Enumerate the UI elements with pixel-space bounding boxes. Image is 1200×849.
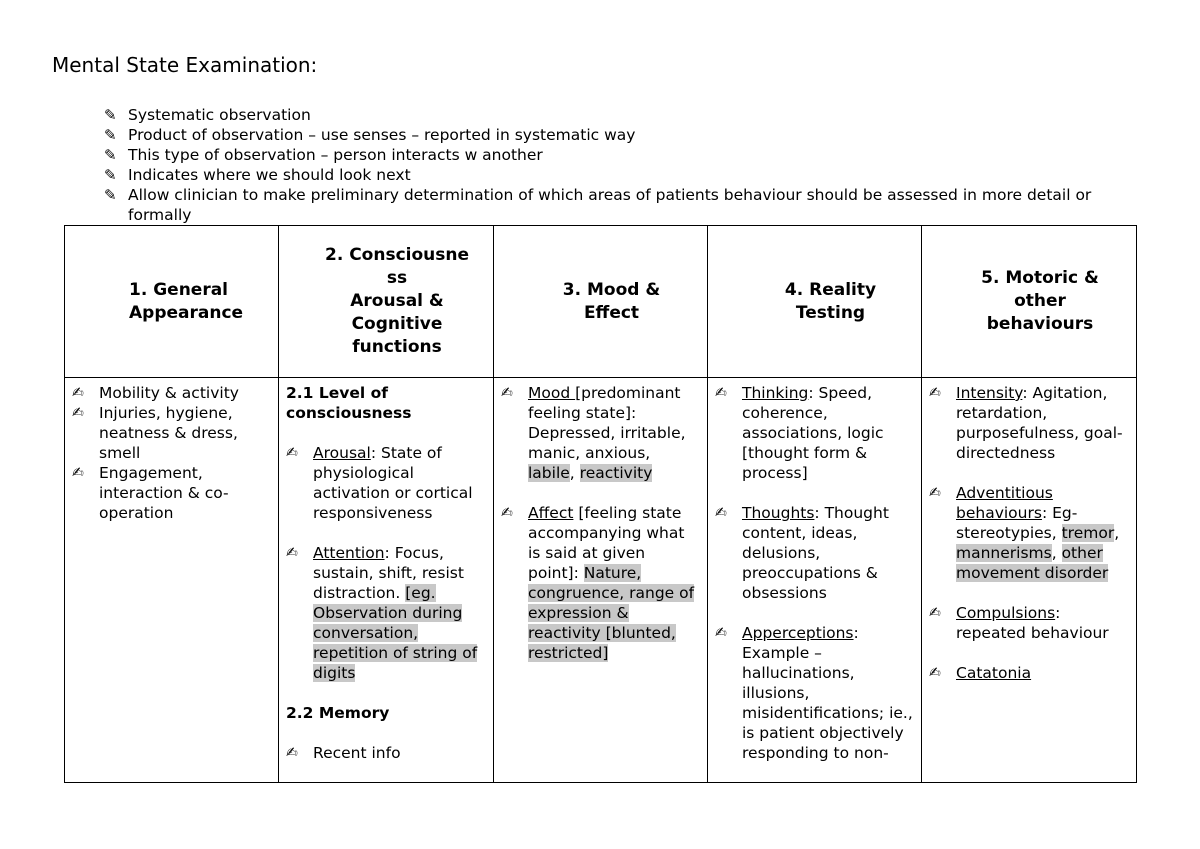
writing-hand-icon: ✍ xyxy=(929,385,941,401)
highlighted-text: [eg. Observation during conversation, repetition of string of digits xyxy=(313,584,478,682)
list-item: ✍ Catatonia xyxy=(929,664,1032,682)
writing-hand-icon: ✍ xyxy=(72,385,84,401)
pen-bullet-icon: ✎ xyxy=(104,126,117,144)
writing-hand-icon: ✍ xyxy=(501,385,513,401)
table-row xyxy=(65,378,1137,783)
writing-hand-icon: ✍ xyxy=(929,485,941,501)
highlighted-text: tremor xyxy=(1061,524,1115,542)
list-item: ✍ Apperceptions: Example – hallucinations, illusions, misidentifications; ie., is patient objectively responding to non- xyxy=(715,624,913,762)
subheading-memory: 2.2 Memory xyxy=(286,704,390,722)
cell-mood-effect xyxy=(494,378,708,783)
list-item: ✍ Arousal: State of physiological activation or cortical responsiveness xyxy=(286,444,473,522)
intro-bullet-list xyxy=(104,105,1124,225)
highlighted-text: labile xyxy=(528,464,570,482)
header-reality-testing: 4. Reality Testing xyxy=(708,226,922,378)
writing-hand-icon: ✍ xyxy=(72,465,84,481)
writing-hand-icon: ✍ xyxy=(929,605,941,621)
list-item: ✍ Attention: Focus, sustain, shift, resist distraction. [eg. Observation during conversation, repetition of string of digits xyxy=(286,544,478,682)
list-item: ✍ Thoughts: Thought content, ideas, delusions, preoccupations & obsessions xyxy=(715,504,889,602)
header-consciousness: 2. Consciousne ss Arousal & Cognitive functions xyxy=(279,226,494,378)
list-item: ✍ Thinking: Speed, coherence, associations, logic [thought form & process] xyxy=(715,384,884,482)
list-item: ✍ Intensity: Agitation, retardation, purposefulness, goal-directedness xyxy=(929,384,1123,462)
writing-hand-icon: ✍ xyxy=(501,505,513,521)
writing-hand-icon: ✍ xyxy=(286,545,298,561)
writing-hand-icon: ✍ xyxy=(929,665,941,681)
list-item: ✍ Recent info xyxy=(286,744,401,762)
highlighted-text: other movement disorder xyxy=(956,544,1109,582)
header-general-appearance: 1. General Appearance xyxy=(65,226,279,378)
writing-hand-icon: ✍ xyxy=(72,405,84,421)
list-item: ✍ Mobility & activity xyxy=(72,384,239,402)
header-mood-effect: 3. Mood & Effect xyxy=(494,226,708,378)
cell-general-appearance xyxy=(65,378,279,783)
writing-hand-icon: ✍ xyxy=(286,745,298,761)
writing-hand-icon: ✍ xyxy=(715,625,727,641)
list-item: ✎ Systematic observation xyxy=(104,106,311,124)
list-item: ✍ Injuries, hygiene, neatness & dress, smell xyxy=(72,404,238,462)
header-motoric-behaviours: 5. Motoric & other behaviours xyxy=(922,226,1137,378)
table-header-row xyxy=(65,226,1137,378)
list-item: ✎ Indicates where we should look next xyxy=(104,166,411,184)
pen-bullet-icon: ✎ xyxy=(104,106,117,124)
highlighted-text: Nature, congruence, range of expression & reactivity [blunted, restricted] xyxy=(528,564,695,662)
writing-hand-icon: ✍ xyxy=(715,505,727,521)
list-item: ✍ Compulsions: repeated behaviour xyxy=(929,604,1109,642)
list-item: ✍ Engagement, interaction & co-operation xyxy=(72,464,229,522)
subheading-level-of-consciousness: 2.1 Level of consciousness xyxy=(286,384,412,422)
cell-consciousness xyxy=(279,378,494,783)
pen-bullet-icon: ✎ xyxy=(104,166,117,184)
highlighted-text: reactivity xyxy=(579,464,653,482)
writing-hand-icon: ✍ xyxy=(715,385,727,401)
pen-bullet-icon: ✎ xyxy=(104,186,117,204)
list-item: ✎ This type of observation – person interacts w another xyxy=(104,146,543,164)
list-item: ✍ Mood [predominant feeling state]: Depressed, irritable, manic, anxious, labile, reactivity xyxy=(501,384,686,482)
mse-table xyxy=(64,225,1137,783)
cell-reality-testing xyxy=(708,378,922,783)
list-item: ✍ Affect [feeling state accompanying what is said at given point]: Nature, congruence, range of expression & reactivity [blunted, restricted] xyxy=(501,504,695,662)
highlighted-text: mannerisms xyxy=(956,544,1052,562)
pen-bullet-icon: ✎ xyxy=(104,146,117,164)
writing-hand-icon: ✍ xyxy=(286,445,298,461)
list-item: ✎ Allow clinician to make preliminary determination of which areas of patients behaviour should be assessed in more detail or formally xyxy=(104,186,1092,224)
page-title: Mental State Examination: xyxy=(52,53,318,77)
list-item: ✍ Adventitious behaviours: Eg-stereotypies, tremor, mannerisms, other movement disorder xyxy=(929,484,1120,582)
list-item: ✎ Product of observation – use senses – reported in systematic way xyxy=(104,126,636,144)
cell-motoric-behaviours xyxy=(922,378,1137,783)
